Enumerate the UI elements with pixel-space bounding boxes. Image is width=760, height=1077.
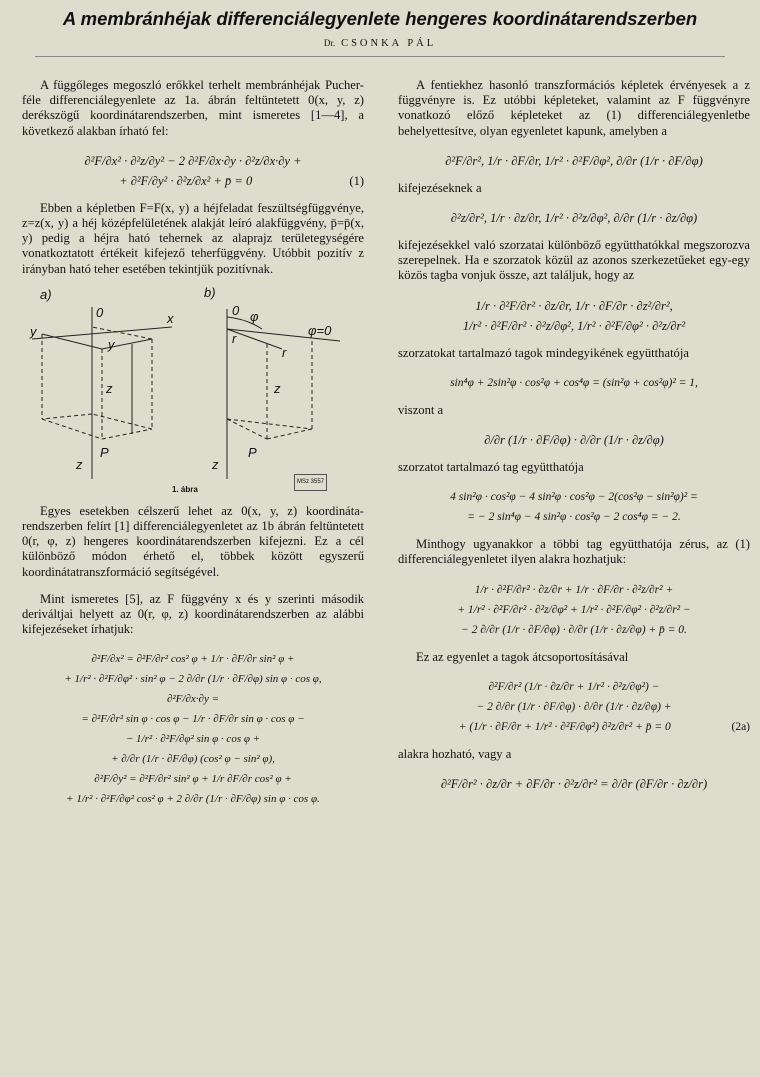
axis-label-z: z [274,380,281,396]
paragraph: A fentiekhez hasonló transzformációs képletek érvényesek a z függvényre is. Ez utóbbi képleteket, valamint az F függvényre vonatkozó előző képleteket az (1) differenciálegyenletbe behelyettesítve, olyan egyenletet kapunk, amelyben a [398,78,750,138]
figure-1 [22,284,364,494]
axis-label-r: r [232,330,237,346]
right-column [398,78,750,804]
paragraph: alakra hozható, vagy a [398,746,512,761]
equation-e: sin⁴φ + 2sin²φ · cos²φ + cos⁴φ = (sin²φ + cos²φ)² = 1, [450,376,698,389]
axis-label-z: z [106,380,113,396]
equation-block-derivatives [22,649,364,809]
article-title: A membránhéjak differenciálegyenlete hengeres koordinátarendszerben [62,8,698,29]
equation-line: ∂²F/∂r² (1/r · ∂z/∂r + 1/r² · ∂²z/∂φ²) − [488,680,660,693]
equation-line [22,171,364,191]
author-name: CSONKA PÁL [341,38,437,49]
paragraph: viszont a [398,402,444,417]
equation-b: ∂²F/∂r², 1/r · ∂F/∂r, 1/r² · ∂²F/∂φ², ∂/∂r (1/r · ∂F/∂φ) [445,153,703,168]
paragraph: Ez az egyenlet a tagok átcsoportosításával [416,649,629,664]
equation-2a [398,677,750,737]
equation-h [398,580,750,640]
figure-drawing [22,286,364,494]
paragraph: Egyes esetekben célszerű lehet az 0(x, y, z) koordináta-rendszerben felírt [1] differenciálegyenletet az 1b ábrán feltüntetett 0(r, φ, z) hengeres koordinátarendszerben kifejezni. Ez a cél különböző módon érhető el, többek között egyszerű koordinátatranszformáció segítségével. [22,503,364,579]
equation-line: ∂²F/∂x² = ∂²F/∂r² cos² φ + 1/r · ∂F/∂r sin² φ + [91,653,295,666]
equation-g [398,487,750,527]
equation-line: + 1/r² · ∂²F/∂r² · ∂²z/∂φ² + 1/r² · ∂²F/∂φ² · ∂²z/∂r² − [457,603,691,616]
equation-text: + (1/r · ∂F/∂r + 1/r² · ∂²F/∂φ²) ∂²z/∂r² + p̄ = 0 [458,720,671,733]
point-label-p: P [100,444,109,460]
equation-j: ∂²F/∂r² · ∂z/∂r + ∂F/∂r · ∂²z/∂r² = ∂/∂r (∂F/∂r · ∂z/∂r) [440,777,708,792]
equation-line: = ∂²F/∂r² sin φ · cos φ − 1/r · ∂F/∂r sin φ · cos φ − [81,713,305,726]
axis-label-origin: 0 [232,302,240,318]
equation-line: + 1/r² · ∂²F/∂φ² · sin² φ − 2 ∂/∂r (1/r · ∂F/∂φ) sin φ · cos φ, [64,673,322,686]
axis-label-y: y [108,336,115,352]
author-prefix: Dr. [323,38,336,48]
title-divider [35,56,725,57]
paragraph: kifejezéseknek a [398,180,482,195]
equation-line: 4 sin²φ · cos²φ − 4 sin²φ · cos²φ − 2(cos²φ − sin²φ)² = [450,491,698,504]
equation-1 [22,151,364,191]
figure-stamp: MSz 3557 [294,474,327,491]
equation-line: + 1/r² · ∂²F/∂φ² cos² φ + 2 ∂/∂r (1/r · ∂F/∂φ) sin φ · cos φ. [66,793,320,806]
axis-label-phi-zero: φ=0 [308,322,332,338]
author-line [0,38,760,49]
paragraph: Ebben a képletben F=F(x, y) a héjfeladat feszültségfüggvénye, z=z(x, y) a héj középfelületének alakját leíró alakfüggvény, p̄=p̄(x, y) pedig a héjra ható tehernek az alaprajz területegységére vonatkoztatott értékeit kifejező teherfüggvény. Utóbbit pozitív z irányban ható teher esetében tekintjük pozitívnak. [22,200,364,276]
equation-line: − 2 ∂/∂r (1/r · ∂F/∂φ) · ∂/∂r (1/r · ∂z/∂φ) + p̄ = 0. [461,623,687,636]
equation-line: = − 2 sin⁴φ − 4 sin²φ · cos²φ − 2 cos⁴φ = − 2. [467,511,681,524]
equation-tag: (1) [349,173,364,188]
equation-line: + ∂/∂r (1/r · ∂F/∂φ) (cos² φ − sin² φ), [111,753,275,766]
equation-tag: (2a) [731,720,750,733]
paragraph: Mint ismeretes [5], az F függvény x és y szerinti második deriváltjai helyett az 0(r, φ, z) koordinátarendszerben az alábbi kifejezéseket írhatjuk: [22,591,364,637]
paragraph: kifejezésekkel való szorzatai különböző együtthatókkal megszorozva szerepelnek. Ha e szorzatok közül az azonos szerkezetűeket egy-egy közös tagba vonjuk össze, azt találjuk, hogy az [398,238,750,283]
equation-line: 1/r² · ∂²F/∂r² · ∂²z/∂φ², 1/r² · ∂²F/∂φ² · ∂²z/∂r² [462,318,686,333]
equation-line: − 2 ∂/∂r (1/r · ∂F/∂φ) · ∂/∂r (1/r · ∂z/∂φ) + [476,700,672,713]
axis-label-z: z [76,456,83,472]
paragraph: szorzatokat tartalmazó tagok mindegyikének együtthatója [398,345,689,360]
axis-label-r: r [282,344,287,360]
equation-line [398,717,750,737]
angle-label-phi: φ [250,308,259,324]
equation-line: ∂²F/∂x² · ∂²z/∂y² − 2 ∂²F/∂x·∂y · ∂²z/∂x·∂y + [84,153,302,168]
equation-text: + ∂²F/∂y² · ∂²z/∂x² + p̄ = 0 [119,173,253,188]
axis-label-x: x [167,310,174,326]
figure-label-b: b) [204,284,216,300]
paragraph: Minthogy ugyanakkor a többi tag együtthatója zérus, az (1) differenciálegyenletet ilyen alakra hozhatjuk: [398,537,750,567]
axis-label-y: y [30,323,37,339]
equation-c: ∂²z/∂r², 1/r · ∂z/∂r, 1/r² · ∂²z/∂φ², ∂/∂r (1/r · ∂z/∂φ) [450,211,698,226]
figure-label-a: a) [40,286,52,302]
equation-line: − 1/r² · ∂²F/∂φ² sin φ · cos φ + [125,733,261,746]
figure-caption: 1. ábra [172,484,198,494]
axis-label-origin: 0 [96,304,104,320]
equation-d [398,296,750,336]
point-label-p: P [248,444,257,460]
equation-f: ∂/∂r (1/r · ∂F/∂φ) · ∂/∂r (1/r · ∂z/∂φ) [484,433,664,448]
equation-line: 1/r · ∂²F/∂r² · ∂z/∂r + 1/r · ∂F/∂r · ∂²z/∂r² + [474,583,674,596]
left-column [22,78,364,819]
equation-line: 1/r · ∂²F/∂r² · ∂z/∂r, 1/r · ∂F/∂r · ∂z²/∂r², [475,298,673,313]
paragraph: A függőleges megoszló erőkkel terhelt membránhéjak Pucher-féle differenciálegyenlete az 1a. ábrán feltüntetett 0(x, y, z) derékszögű koordinátarendszerben, mint ismeretes [1—4], a következő alakban írható fel: [22,78,364,138]
equation-line: ∂²F/∂y² = ∂²F/∂r² sin² φ + 1/r ∂F/∂r cos² φ + [94,773,292,786]
equation-line: ∂²F/∂x·∂y = [166,693,220,706]
paragraph: szorzatot tartalmazó tag együtthatója [398,460,584,475]
axis-label-z: z [212,456,219,472]
